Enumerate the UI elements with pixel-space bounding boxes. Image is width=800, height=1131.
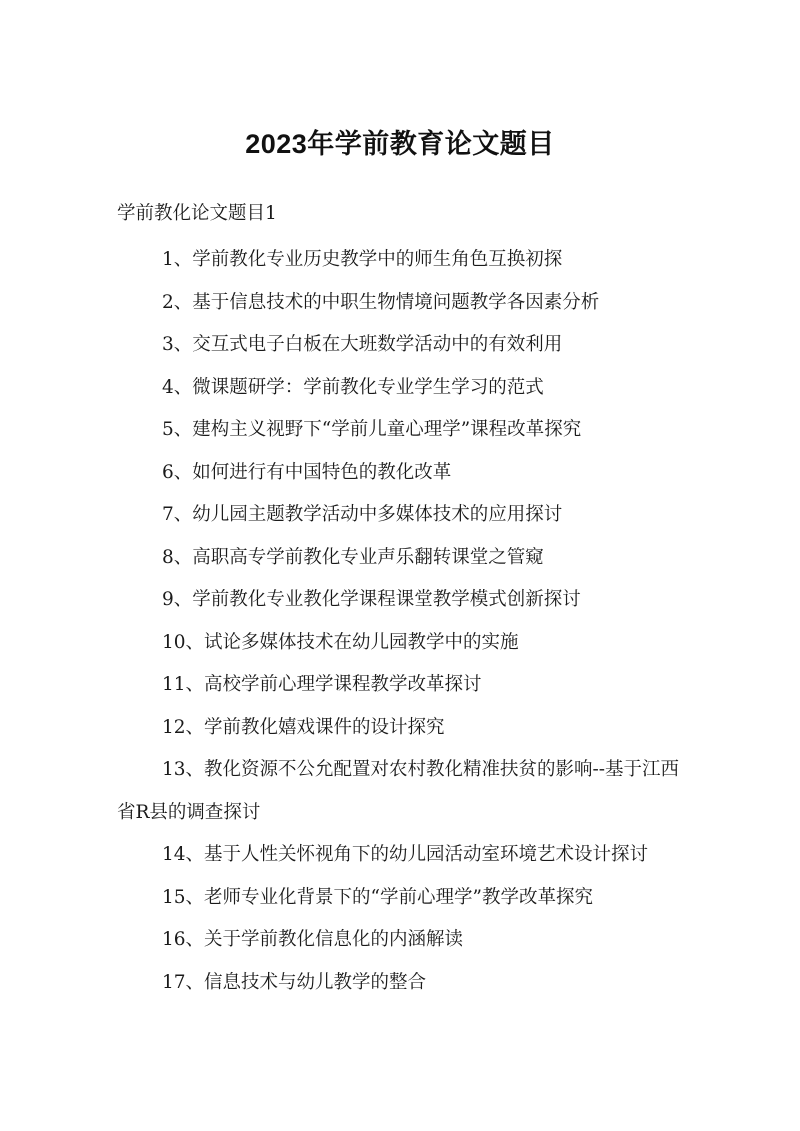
list-item: 11、高校学前心理学课程教学改革探讨: [162, 674, 482, 695]
list-item: 9、学前教化专业教化学课程课堂教学模式创新探讨: [162, 589, 581, 610]
list-item: 10、试论多媒体技术在幼儿园教学中的实施: [162, 631, 519, 653]
list-item: 4、微课题研学：学前教化专业学生学习的范式: [162, 376, 544, 398]
list-item: 14、基于人性关怀视角下的幼儿园活动室环境艺术设计探讨: [162, 844, 649, 865]
list-item: 7、幼儿园主题教学活动中多媒体技术的应用探讨: [162, 504, 563, 525]
list-item: 2、基于信息技术的中职生物情境问题教学各因素分析: [162, 291, 600, 313]
list-item: 5、建构主义视野下“学前儿童心理学”课程改革探究: [162, 419, 582, 440]
list-item: 3、交互式电子白板在大班数学活动中的有效利用: [162, 334, 563, 355]
list-item: 17、信息技术与幼儿教学的整合: [162, 971, 427, 993]
list-item: 16、关于学前教化信息化的内涵解读: [162, 929, 464, 950]
list-item: 6、如何进行有中国特色的教化改革: [162, 461, 452, 483]
list-item: 12、学前教化嬉戏课件的设计探究: [162, 716, 445, 738]
section-heading: 学前教化论文题目1: [117, 203, 277, 224]
list-item: 13、教化资源不公允配置对农村教化精准扶贫的影响--基于江西省R县的调查探讨: [117, 759, 680, 823]
list-item: 8、高职高专学前教化专业声乐翻转课堂之管窥: [162, 546, 544, 568]
page-title: 2023年学前教育论文题目: [245, 129, 555, 159]
topic-list: [117, 239, 687, 1004]
list-item: 1、学前教化专业历史教学中的师生角色互换初探: [162, 249, 563, 270]
list-item: 15、老师专业化背景下的“学前心理学”教学改革探究: [162, 886, 593, 908]
